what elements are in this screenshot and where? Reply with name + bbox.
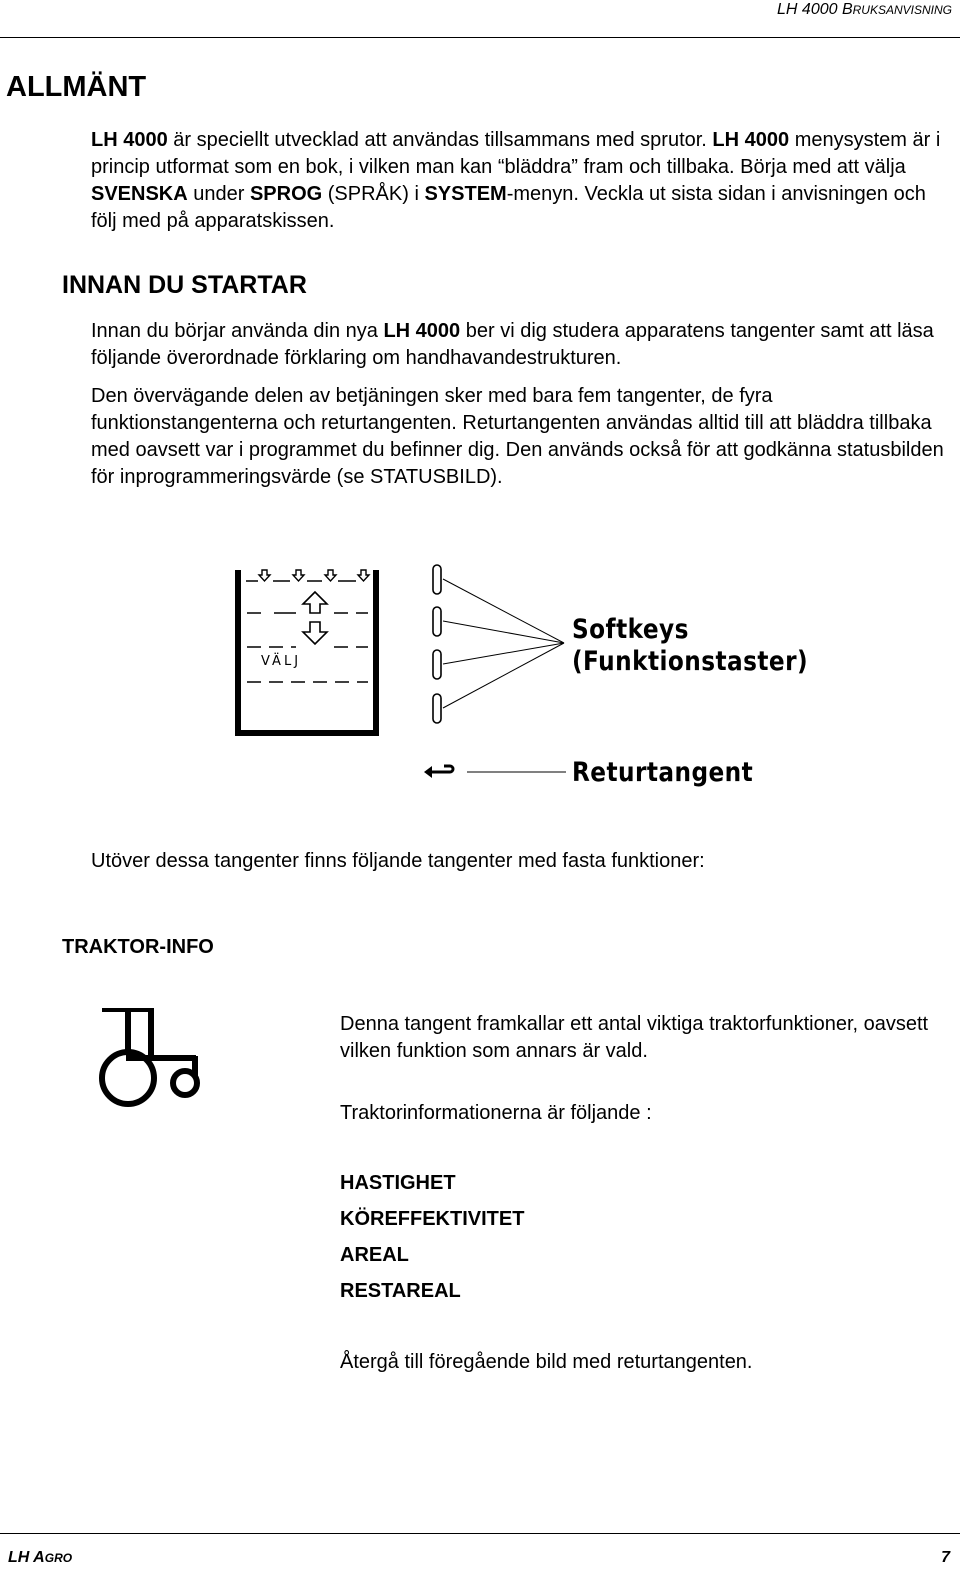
tractor-icon (96, 1008, 201, 1108)
section-title: ALLMÄNT (6, 71, 147, 103)
header-title: LH 4000 B (777, 1, 853, 18)
list-item: AREAL (340, 1244, 409, 1266)
tractor-info-list (340, 1170, 524, 1314)
small-down-arrow-icons (259, 570, 369, 581)
display-dashed-lines (246, 581, 368, 682)
before-start-title: INNAN DU STARTAR (62, 271, 307, 299)
return-key-label: Returtangent (572, 757, 754, 788)
list-item: KÖREFFEKTIVITET (340, 1208, 525, 1230)
return-arrow-icon (424, 766, 453, 778)
tractor-info-description: Denna tangent framkallar ett antal viktiga traktorfunktioner, oavsett vilken funktion som annars är vald. (340, 1013, 929, 1062)
footer-brand: LH AGRO (8, 1549, 73, 1566)
menu-sprog: SPROG (249, 183, 323, 205)
extra-keys-intro: Utöver dessa tangenter finns följande tangenter med fasta funktioner: (91, 850, 705, 872)
before-start-paragraph-1: Innan du börjar använda din nya LH 4000 ber vi dig studera apparatens tangenter samt att läsa följande överordnade förklaring om handhavandestrukturen. (91, 320, 934, 369)
list-item: HASTIGHET (340, 1172, 456, 1194)
up-arrow-icon (303, 592, 327, 613)
softkey-buttons (433, 565, 441, 723)
header-rule (0, 37, 960, 38)
footer-rule (0, 1533, 960, 1534)
menu-system: SYSTEM (424, 183, 507, 205)
intro-paragraph: LH 4000 är speciellt utvecklad att användas tillsammans med sprutor. LH 4000 menysystem är i princip utformat som en bok, i vilken man kan “bläddra” fram och tillbaka. Börja med att välja SVENSKA under SPROG (SPRÅK) i SYSTEM-menyn. Veckla ut sista sidan i anvisningen och följ med på apparatskissen. (91, 129, 941, 232)
running-header (777, 0, 952, 20)
return-note: Återgå till föregående bild med returtangenten. (340, 1351, 753, 1373)
tractor-info-title: TRAKTOR-INFO (62, 936, 214, 958)
display-frame (238, 570, 376, 733)
language-option: SVENSKA (91, 183, 188, 205)
list-item: RESTAREAL (340, 1280, 461, 1302)
down-arrow-icon (303, 622, 327, 644)
display-label-valj: VÄLJ (261, 654, 302, 669)
page-number: 7 (941, 1549, 950, 1566)
tractor-info-list-intro: Traktorinformationerna är följande : (340, 1102, 652, 1124)
intro-product-name: LH 4000 (91, 129, 168, 151)
softkey-pointer-lines (443, 579, 564, 708)
header-title-smallcaps: RUKSANVISNING (852, 3, 952, 17)
softkeys-label: Softkeys (Funktionstaster) (572, 614, 809, 677)
before-start-paragraph-2: Den övervägande delen av betjäningen sker med bara fem tangenter, de fyra funktionstangenterna och returtangenten. Returtangenten användas alltid till att bläddra tillbaka med oavsett var i programmet du befinner dig. Den används också för att godkänna statusbilden för inprogrammeringsvärde (se STATUSBILD). (91, 385, 944, 488)
product-name: LH 4000 (383, 320, 461, 342)
